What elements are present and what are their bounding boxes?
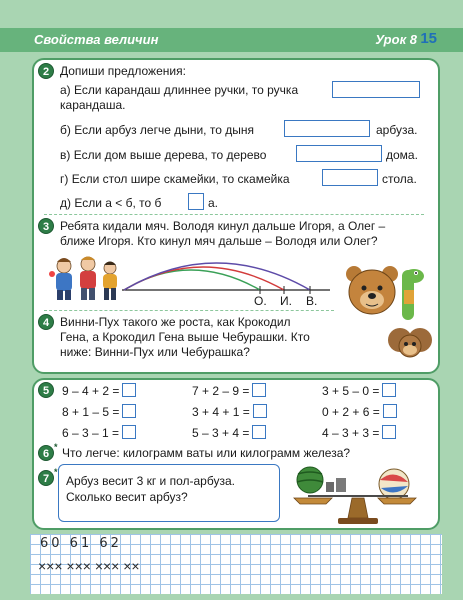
answer-box[interactable]: [382, 383, 396, 397]
task-7-star: *: [54, 467, 58, 477]
task-4-number: 4: [38, 314, 54, 330]
expression-text: 7 + 2 – 9 =: [192, 384, 250, 398]
expression: [192, 425, 266, 441]
answer-box[interactable]: [122, 404, 136, 418]
handwritten-crosses: ××× ××× ××× ××: [38, 558, 140, 574]
expression-text: 5 – 3 + 4 =: [192, 426, 250, 440]
label-oleg: О.: [254, 294, 267, 308]
task-2a-answer-box[interactable]: [332, 81, 420, 98]
task-2g-answer-box[interactable]: [322, 169, 378, 186]
task-4-line3: ниже: Винни-Пух или Чебурашка?: [60, 345, 250, 359]
answer-box[interactable]: [383, 404, 397, 418]
task-2-title: Допиши предложения:: [60, 64, 186, 78]
separator-line: [44, 214, 424, 215]
section-header: [0, 28, 463, 52]
task-3-line1: Ребята кидали мяч. Володя кинул дальше Игоря, а Олег –: [60, 219, 386, 233]
answer-box[interactable]: [122, 383, 136, 397]
task-7-line1: Арбуз весит 3 кг и пол-арбуза.: [66, 474, 235, 488]
answer-box[interactable]: [252, 383, 266, 397]
task-2b-answer-box[interactable]: [284, 120, 370, 137]
task-2-number: 2: [38, 63, 54, 79]
expression: [192, 404, 267, 420]
task-2a-text: а) Если карандаш длиннее ручки, то ручка: [60, 83, 299, 97]
task-6-number: 6: [38, 445, 54, 461]
expression-text: 3 + 5 – 0 =: [322, 384, 380, 398]
answer-box[interactable]: [252, 425, 266, 439]
expression: [192, 383, 266, 399]
expression: [62, 404, 136, 420]
expression: [62, 383, 136, 399]
task-4-line2: Гена, а Крокодил Гена выше Чебурашки. Кто: [60, 330, 310, 344]
task-3-number: 3: [38, 218, 54, 234]
task-2d-text-end: а.: [208, 196, 219, 210]
task-7-number: 7: [38, 470, 54, 486]
expression-text: 0 + 2 + 6 =: [322, 405, 380, 419]
expression-text: 9 – 4 + 2 =: [62, 384, 120, 398]
characters-illustration: [342, 262, 434, 366]
throw-trajectory-diagram: [120, 256, 340, 298]
separator-line: [44, 310, 334, 311]
expression: [322, 383, 396, 399]
lesson-label: Урок 8: [375, 32, 417, 47]
notebook-grid: [30, 534, 442, 594]
task-6-text: Что легче: килограмм ваты или килограмм железа?: [62, 446, 351, 460]
answer-box[interactable]: [382, 425, 396, 439]
children-throwing-illustration: [44, 252, 124, 302]
task-2v-text-end: дома.: [386, 148, 418, 162]
task-2a-text-end: карандаша.: [60, 98, 126, 112]
task-2v-answer-box[interactable]: [296, 145, 382, 162]
task-3-line2: ближе Игоря. Кто кинул мяч дальше – Володя или Олег?: [60, 234, 378, 248]
answer-box[interactable]: [253, 404, 267, 418]
handwritten-numbers: 60 61 62: [40, 536, 122, 551]
task-7-line2: Сколько весит арбуз?: [66, 490, 188, 504]
expression-text: 3 + 4 + 1 =: [192, 405, 250, 419]
page-number: 15: [420, 30, 437, 47]
topic-title: Свойства величин: [34, 32, 159, 47]
task-2g-text-end: стола.: [382, 172, 417, 186]
scale-with-watermelon-illustration: [288, 460, 434, 526]
task-2b-text: б) Если арбуз легче дыни, то дыня: [60, 123, 254, 137]
task-2d-text: д) Если а < б, то б: [60, 196, 162, 210]
task-2v-text: в) Если дом выше дерева, то дерево: [60, 148, 267, 162]
task-4-line1: Винни-Пух такого же роста, как Крокодил: [60, 315, 291, 329]
label-igor: И.: [280, 294, 292, 308]
label-volodya: В.: [306, 294, 318, 308]
expression: [322, 404, 397, 420]
expression: [62, 425, 136, 441]
task-2g-text: г) Если стол шире скамейки, то скамейка: [60, 172, 290, 186]
answer-box[interactable]: [122, 425, 136, 439]
expression: [322, 425, 396, 441]
task-2b-text-end: арбуза.: [376, 123, 418, 137]
expression-text: 8 + 1 – 5 =: [62, 405, 120, 419]
expression-text: 4 – 3 + 3 =: [322, 426, 380, 440]
task-2d-answer-box[interactable]: [188, 193, 204, 210]
task-6-star: *: [54, 442, 58, 452]
task-5-number: 5: [38, 382, 54, 398]
expression-text: 6 – 3 – 1 =: [62, 426, 120, 440]
